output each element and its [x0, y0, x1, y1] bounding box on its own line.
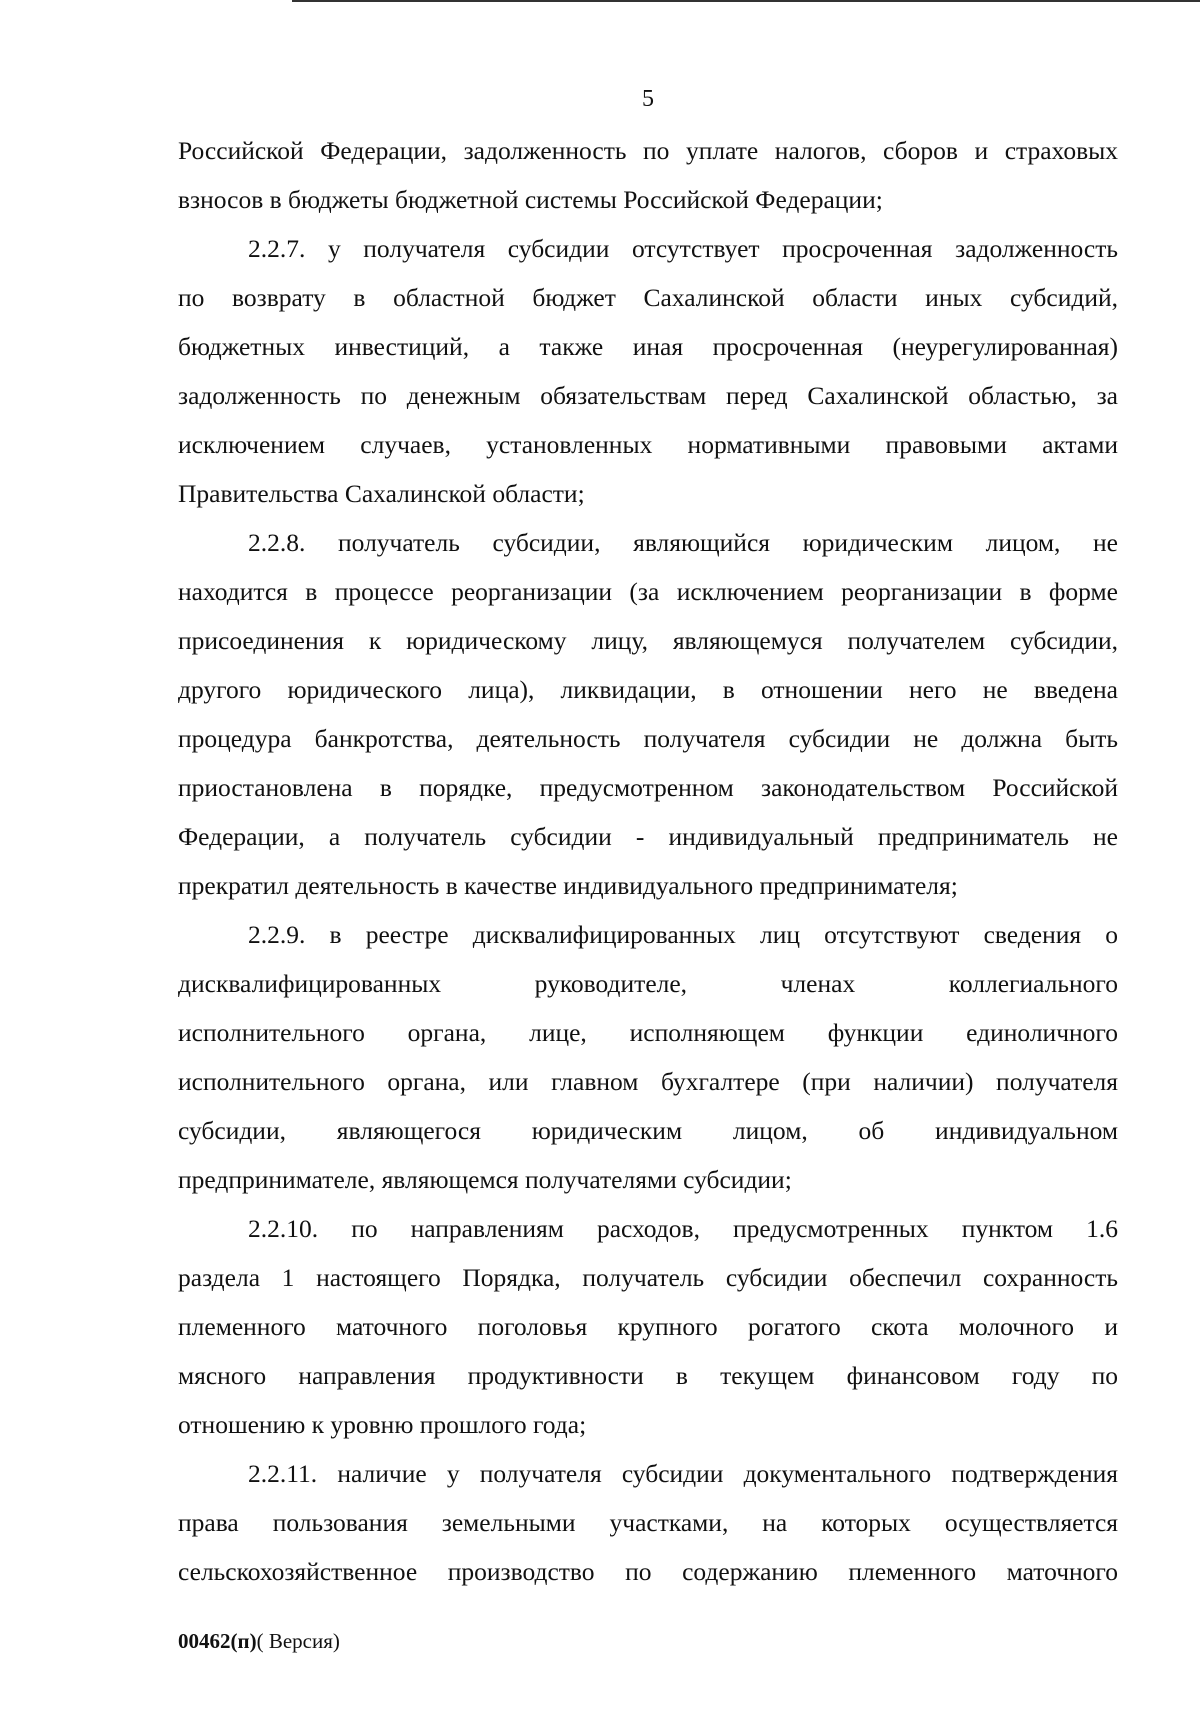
text-line: находится в процессе реорганизации (за исключением реорганизации в форме [178, 577, 1118, 606]
text-line: раздела 1 настоящего Порядка, получатель субсидии обеспечил сохранность [178, 1263, 1118, 1292]
text-line: взносов в бюджеты бюджетной системы Российской Федерации; [178, 185, 883, 214]
text-line: мясного направления продуктивности в текущем финансовом году по [178, 1361, 1118, 1390]
paragraph-2-2-7 [178, 224, 1118, 518]
document-code: 00462(п) [178, 1629, 257, 1653]
text-line: исполнительного органа, или главном бухгалтере (при наличии) получателя [178, 1067, 1118, 1096]
text-line: прекратил деятельность в качестве индивидуального предпринимателя; [178, 871, 958, 900]
text-line: присоединения к юридическому лицу, являющемуся получателем субсидии, [178, 626, 1118, 655]
top-rule [292, 0, 1200, 2]
text-line: бюджетных инвестиций, а также иная просроченная (неурегулированная) [178, 332, 1118, 361]
paragraph-2-2-11 [178, 1449, 1118, 1596]
text-line: Федерации, а получатель субсидии - индивидуальный предприниматель не [178, 822, 1118, 851]
text-line: предпринимателе, являющемся получателями субсидии; [178, 1165, 792, 1194]
text-line: 2.2.10. по направлениям расходов, предусмотренных пунктом 1.6 [248, 1214, 1118, 1243]
text-line: задолженность по денежным обязательствам перед Сахалинской областью, за [178, 381, 1118, 410]
text-line: исключением случаев, установленных нормативными правовыми актами [178, 430, 1118, 459]
text-line: 2.2.7. у получателя субсидии отсутствует просроченная задолженность [248, 234, 1118, 263]
text-line: Российской Федерации, задолженность по уплате налогов, сборов и страховых [178, 136, 1118, 165]
paragraph-2-2-10 [178, 1204, 1118, 1449]
text-line: отношению к уровню прошлого года; [178, 1410, 587, 1439]
page-number: 5 [642, 86, 654, 112]
document-footer [178, 1628, 340, 1654]
document-body [178, 126, 1118, 1596]
text-line: приостановлена в порядке, предусмотренном законодательством Российской [178, 773, 1118, 802]
paragraph-2-2-9 [178, 910, 1118, 1204]
text-line: исполнительного органа, лице, исполняющем функции единоличного [178, 1018, 1118, 1047]
version-label: ( Версия) [256, 1629, 340, 1653]
text-line: права пользования земельными участками, на которых осуществляется [178, 1508, 1118, 1537]
text-line: процедура банкротства, деятельность получателя субсидии не должна быть [178, 724, 1118, 753]
text-line: племенного маточного поголовья крупного рогатого скота молочного и [178, 1312, 1118, 1341]
text-line: сельскохозяйственное производство по содержанию племенного маточного [178, 1557, 1118, 1586]
text-line: 2.2.8. получатель субсидии, являющийся юридическим лицом, не [248, 528, 1118, 557]
text-line: 2.2.11. наличие у получателя субсидии документального подтверждения [248, 1459, 1118, 1488]
text-line: Правительства Сахалинской области; [178, 479, 585, 508]
paragraph-2-2-8 [178, 518, 1118, 910]
text-line: 2.2.9. в реестре дисквалифицированных лиц отсутствуют сведения о [248, 920, 1118, 949]
text-line: по возврату в областной бюджет Сахалинской области иных субсидий, [178, 283, 1118, 312]
text-line: дисквалифицированных руководителе, членах коллегиального [178, 969, 1118, 998]
paragraph-continuation [178, 126, 1118, 224]
text-line: другого юридического лица), ликвидации, в отношении него не введена [178, 675, 1118, 704]
text-line: субсидии, являющегося юридическим лицом, об индивидуальном [178, 1116, 1118, 1145]
